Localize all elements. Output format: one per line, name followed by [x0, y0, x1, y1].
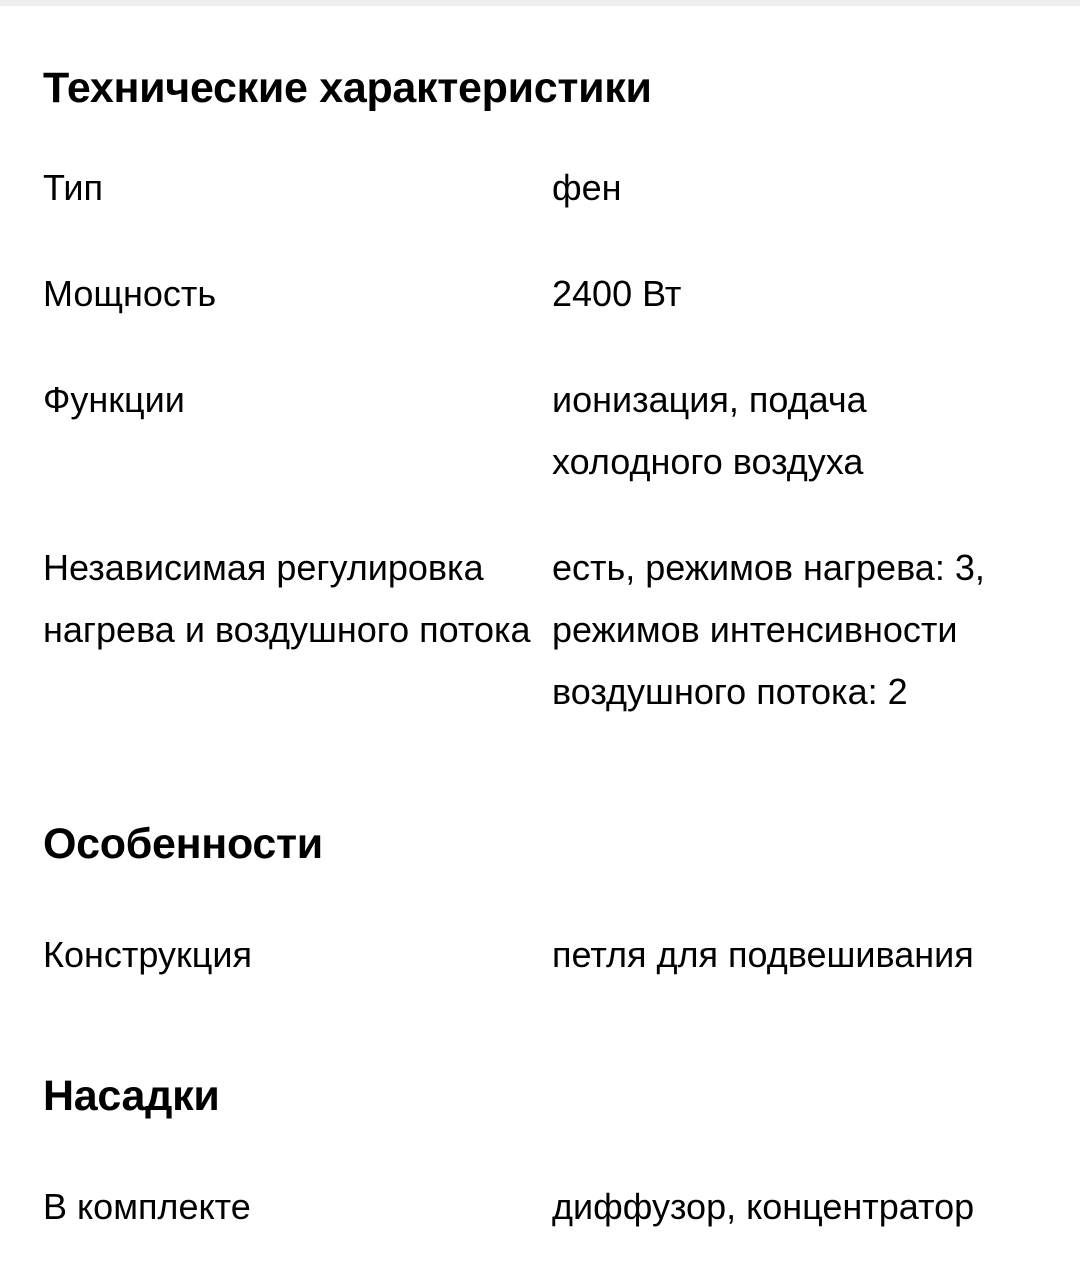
specs-section-attachments — [43, 1070, 1043, 1238]
spec-value: есть, режимов нагрева: 3, режимов интенсивности воздушного потока: 2 — [552, 547, 985, 712]
top-divider — [0, 0, 1080, 6]
spec-label: В комплекте — [43, 1186, 251, 1227]
spec-row-construction — [43, 924, 1043, 986]
section-title: Насадки — [43, 1072, 220, 1120]
spec-label: Функции — [43, 379, 185, 420]
spec-row-power — [43, 263, 1043, 325]
spec-list — [43, 157, 1043, 723]
spec-value: 2400 Вт — [552, 273, 682, 314]
spec-value: ионизация, подача холодного воздуха — [552, 379, 867, 482]
spec-value: фен — [552, 167, 622, 208]
specs-section-technical — [43, 62, 1043, 723]
spec-row-type — [43, 157, 1043, 219]
spec-list — [43, 1176, 1043, 1238]
specs-section-features — [43, 818, 1043, 986]
spec-value: диффузор, концентратор — [552, 1186, 975, 1227]
spec-list — [43, 924, 1043, 986]
spec-label: Мощность — [43, 273, 217, 314]
spec-label: Конструкция — [43, 934, 252, 975]
spec-value: петля для подвешивания — [552, 934, 974, 975]
spec-row-included — [43, 1176, 1043, 1238]
section-title: Технические характеристики — [43, 64, 652, 112]
spec-label: Независимая регулировка нагрева и воздушного потока — [43, 547, 531, 650]
section-title: Особенности — [43, 820, 323, 868]
spec-row-independent-control — [43, 537, 1043, 723]
spec-row-functions — [43, 369, 1043, 493]
spec-label: Тип — [43, 167, 104, 208]
